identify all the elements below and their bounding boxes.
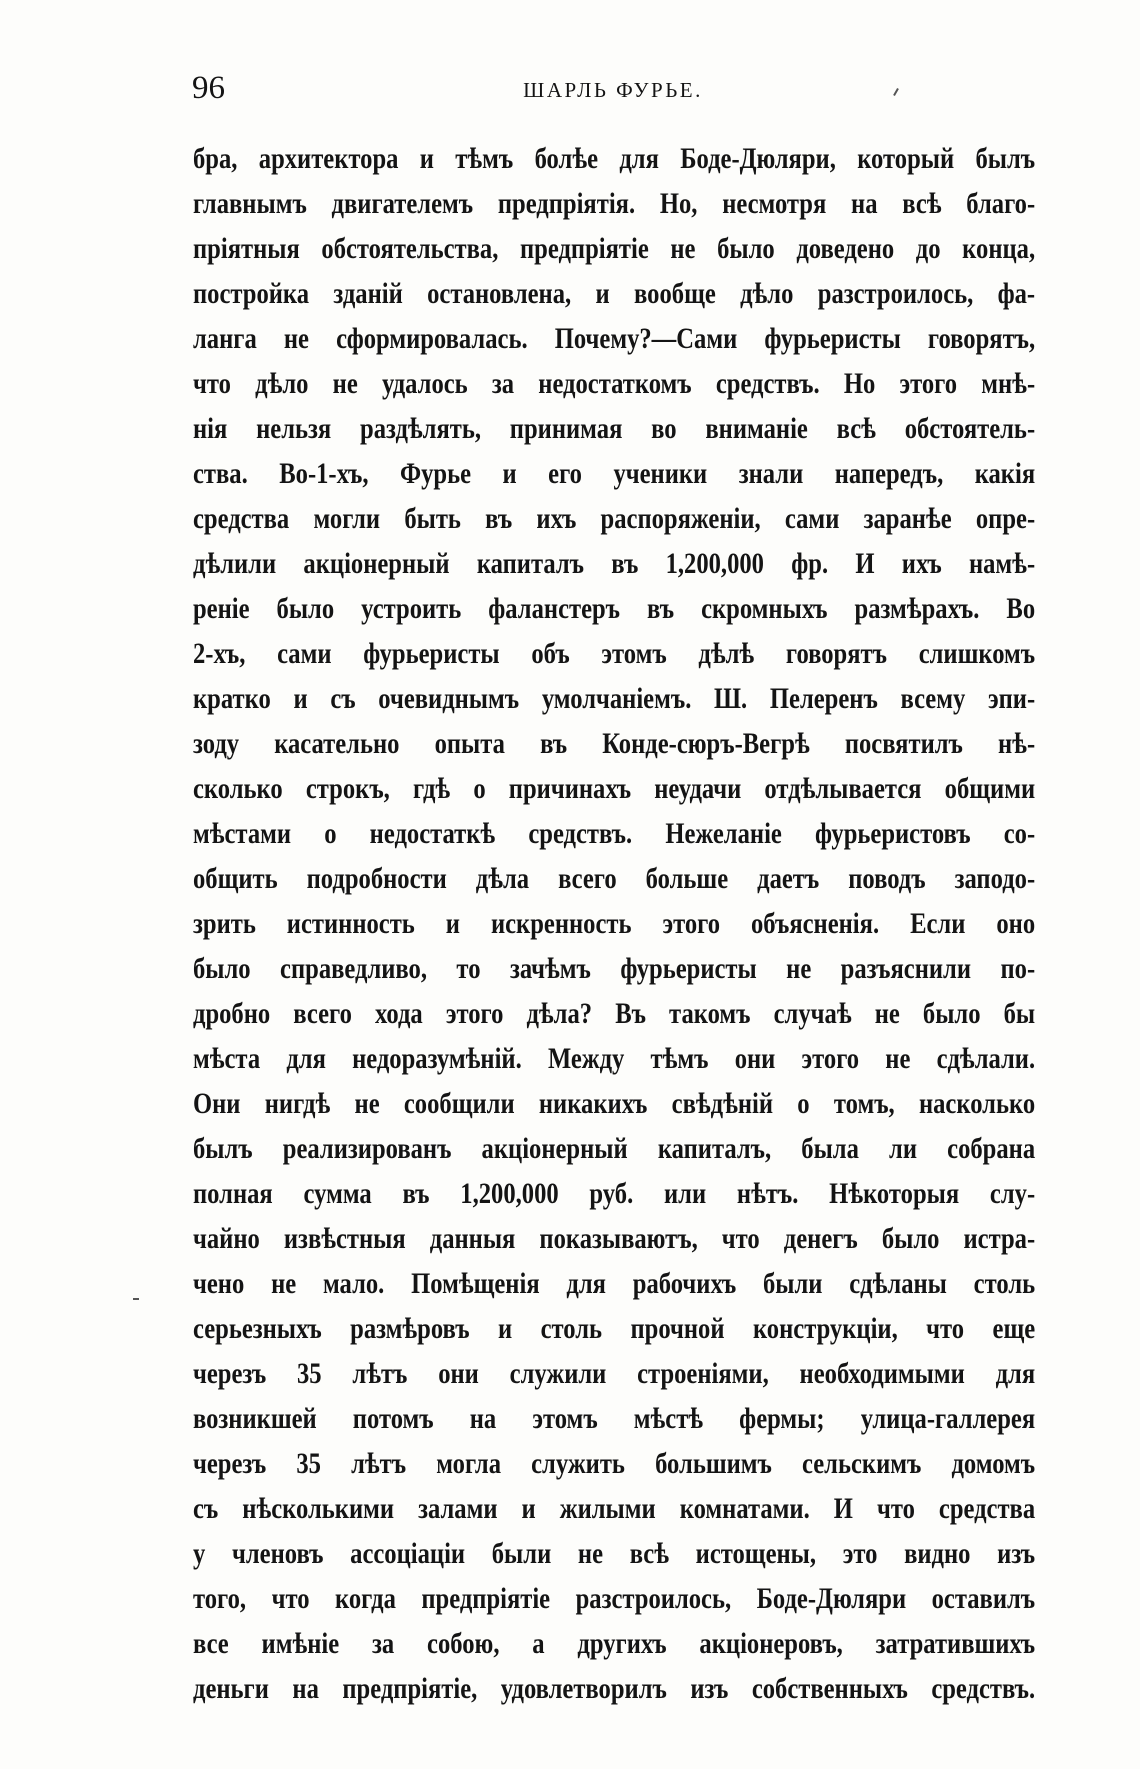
text-line: полная сумма въ 1,200,000 руб. или нѣтъ. Нѣкоторыя слу- — [193, 1177, 1036, 1210]
body-text — [193, 136, 1035, 1711]
running-title: ШАРЛЬ ФУРЬЕ. — [523, 78, 703, 102]
text-line: возникшей потомъ на этомъ мѣстѣ фермы; улица-галлерея — [193, 1402, 1036, 1435]
text-line: средства могли быть въ ихъ распоряженіи, сами заранѣе опре- — [193, 502, 1036, 535]
text-line: зоду касательно опыта въ Конде-сюръ-Вегрѣ посвятилъ нѣ- — [193, 727, 1036, 760]
text-line: чайно извѣстныя данныя показываютъ, что денегъ было истра- — [193, 1222, 1036, 1255]
text-line: дробно всего хода этого дѣла? Въ такомъ случаѣ не было бы — [193, 997, 1036, 1030]
text-line: было справедливо, то зачѣмъ фурьеристы не разъяснили по- — [193, 952, 1036, 985]
text-line: серьезныхъ размѣровъ и столь прочной конструкціи, что еще — [193, 1312, 1036, 1345]
text-line: чено не мало. Помѣщенія для рабочихъ были сдѣланы столь — [193, 1267, 1036, 1300]
text-line: пріятныя обстоятельства, предпріятіе не было доведено до конца, — [193, 232, 1036, 265]
text-line: постройка зданій остановлена, и вообще дѣло разстроилось, фа- — [193, 277, 1036, 310]
text-line: общить подробности дѣла всего больше даетъ поводъ заподо- — [193, 862, 1036, 895]
text-line: реніе было устроить фаланстеръ въ скромныхъ размѣрахъ. Во — [193, 592, 1036, 625]
text-line: все имѣніе за собою, а другихъ акціонеровъ, затратившихъ — [193, 1627, 1036, 1660]
text-line: черезъ 35 лѣтъ они служили строеніями, необходимыми для — [193, 1357, 1036, 1390]
text-line: черезъ 35 лѣтъ могла служить большимъ сельскимъ домомъ — [193, 1447, 1036, 1480]
text-line: ланга не сформировалась. Почему?—Сами фурьеристы говорятъ, — [193, 322, 1036, 355]
text-line: сколько строкъ, гдѣ о причинахъ неудачи отдѣлывается общими — [193, 772, 1036, 805]
page-number: 96 — [192, 70, 225, 106]
text-line: ства. Во-1-хъ, Фурье и его ученики знали напередъ, какія — [193, 457, 1036, 490]
text-line: Они нигдѣ не сообщили никакихъ свѣдѣній о томъ, насколько — [193, 1087, 1036, 1120]
text-line: деньги на предпріятіе, удовлетворилъ изъ собственныхъ средствъ. — [193, 1672, 1036, 1705]
print-speck — [133, 1298, 139, 1300]
text-line: былъ реализированъ акціонерный капиталъ, была ли собрана — [193, 1132, 1036, 1165]
text-line: зрить истинность и искренность этого объясненія. Если оно — [193, 907, 1036, 940]
text-line: кратко и съ очевиднымъ умолчаніемъ. Ш. Пелеренъ всему эпи- — [193, 682, 1036, 715]
text-line: того, что когда предпріятіе разстроилось, Боде-Дюляри оставилъ — [193, 1582, 1036, 1615]
text-line: дѣлили акціонерный капиталъ въ 1,200,000 фр. И ихъ намѣ- — [193, 547, 1036, 580]
text-line: бра, архитектора и тѣмъ болѣе для Боде-Дюляри, который былъ — [193, 142, 1036, 175]
text-line: 2-хъ, сами фурьеристы объ этомъ дѣлѣ говорятъ слишкомъ — [193, 637, 1036, 670]
text-line: съ нѣсколькими залами и жилыми комнатами. И что средства — [193, 1492, 1036, 1525]
text-line: нія нельзя раздѣлять, принимая во вниманіе всѣ обстоятель- — [193, 412, 1036, 445]
text-line: главнымъ двигателемъ предпріятія. Но, несмотря на всѣ благо- — [193, 187, 1036, 220]
text-line: у членовъ ассоціаціи были не всѣ истощены, это видно изъ — [193, 1537, 1036, 1570]
running-head — [192, 66, 1034, 110]
text-line: мѣстами о недостаткѣ средствъ. Нежеланіе фурьеристовъ со- — [193, 817, 1036, 850]
text-line: что дѣло не удалось за недостаткомъ средствъ. Но этого мнѣ- — [193, 367, 1036, 400]
text-line: мѣста для недоразумѣній. Между тѣмъ они этого не сдѣлали. — [193, 1042, 1036, 1075]
